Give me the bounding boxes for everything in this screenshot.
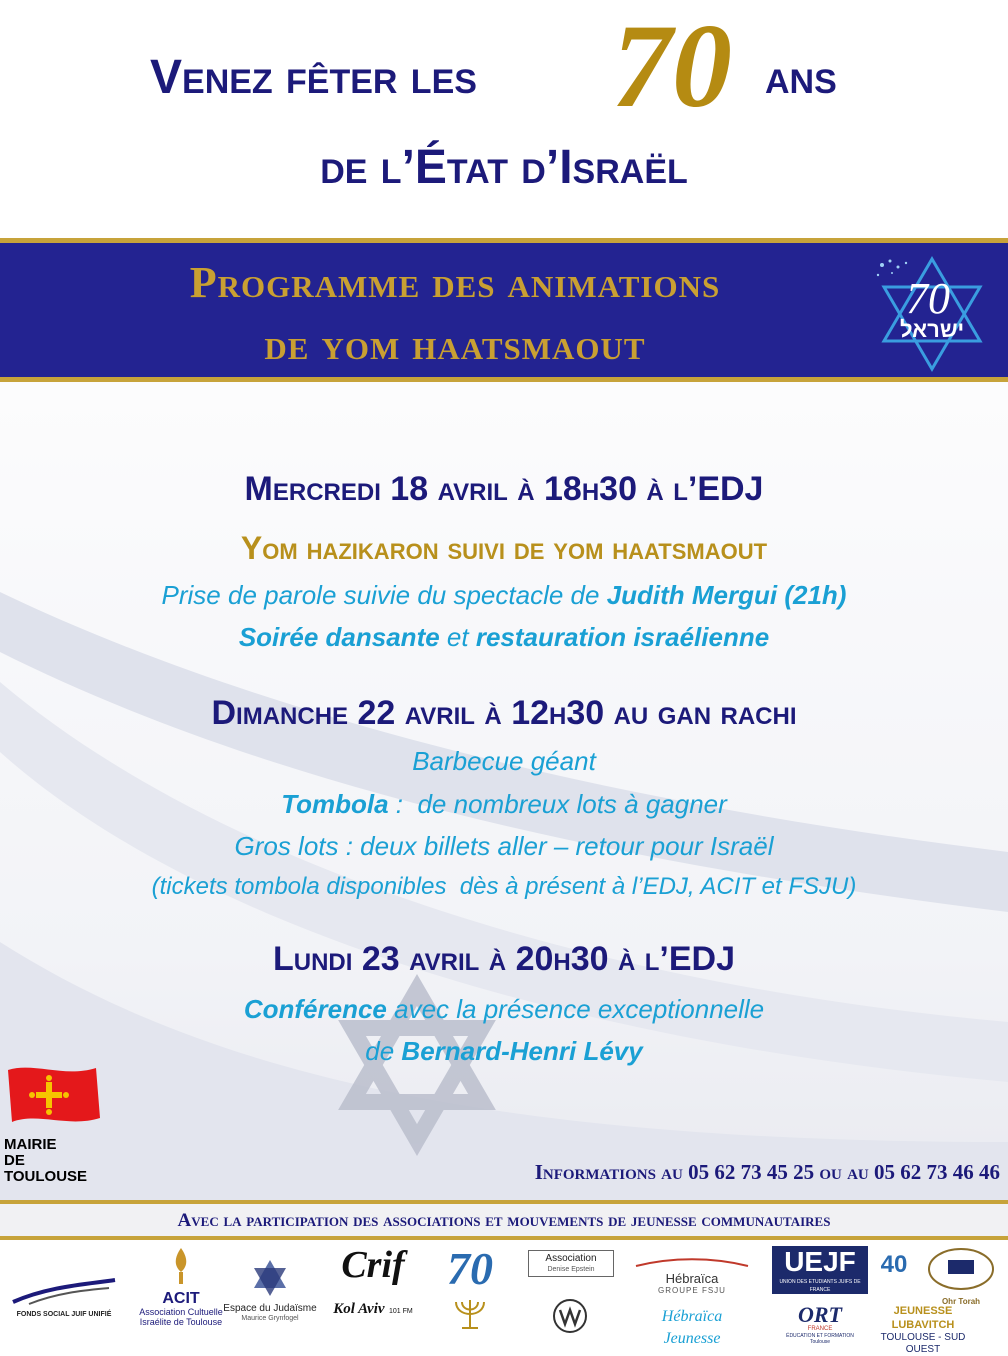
event1-dance: Soirée dansante — [238, 622, 440, 652]
banner-line-2: de yom haatsmaout — [264, 320, 646, 369]
uejf-logo — [772, 1246, 868, 1294]
menorah-icon — [450, 1294, 490, 1334]
kolaviv-freq: 101 FM — [388, 1308, 413, 1315]
israel-70-logo — [872, 251, 992, 376]
banner-line-1: Programme des animations — [189, 258, 721, 307]
event3-conference: Conférence — [243, 994, 387, 1024]
ort-sub-2: ÉDUCATION ET FORMATION — [786, 1333, 854, 1339]
hebraica-sub: GROUPE FSJU — [658, 1286, 726, 1295]
fsju-swoosh-icon — [9, 1276, 119, 1306]
ort-text: ORT — [798, 1302, 842, 1327]
event2-tombola-text: : de nombreux lots à gagner — [388, 789, 727, 819]
menorah-flame-icon — [166, 1246, 196, 1286]
hebrew-logo — [528, 1296, 612, 1341]
logo-hebrew: ישראל — [900, 317, 965, 342]
jeunesse-lubavitch-logo — [868, 1304, 978, 1356]
hebraica-text: Hébraïca — [665, 1271, 719, 1286]
crif-kolaviv-logo — [328, 1244, 418, 1318]
mairie-line-3: TOULOUSE — [4, 1168, 88, 1185]
seventy-logo-number: 70 — [447, 1243, 493, 1294]
title-line-1 — [0, 0, 1008, 140]
event3-speaker: Bernard-Henri Lévy — [401, 1036, 643, 1066]
mairie-line-1: MAIRIE — [4, 1136, 57, 1153]
association-denise-epstein-logo — [528, 1250, 614, 1277]
title-line-2: de l’État d’Israël — [320, 141, 688, 194]
logo-number: 70 — [906, 274, 950, 323]
seventy-anniversary-logo — [440, 1244, 500, 1339]
ohr-torah-emblem-icon — [926, 1246, 996, 1292]
ort-sub-3: Toulouse — [809, 1339, 830, 1345]
title-part-after: ans — [765, 51, 837, 104]
lubavitch-line-1: JEUNESSE LUBAVITCH — [891, 1305, 955, 1331]
partner-logos — [0, 1240, 1008, 1355]
seventy-number: 70 — [612, 0, 732, 132]
uejf-40-logo — [874, 1250, 914, 1280]
edj-line-1: Espace du Judaïsme — [223, 1303, 317, 1314]
mairie-toulouse-logo — [4, 1060, 114, 1190]
fsju-logo — [4, 1276, 124, 1318]
acit-title: ACIT — [162, 1290, 200, 1307]
uejf-sub: UNION DES ETUDIANTS JUIFS DE FRANCE — [779, 1279, 861, 1293]
hebraica-arc-icon — [632, 1257, 752, 1267]
event2-line1: Barbecue géant — [412, 746, 596, 776]
ohr-torah-text: Ohr Torah — [941, 1297, 981, 1306]
hebraica-jeunesse-logo — [632, 1306, 752, 1350]
event2-heading: Dimanche 22 avril à 12h30 au gan rachi — [211, 694, 797, 732]
hebraica-jeunesse-text: Hébraïca Jeunesse — [661, 1308, 723, 1347]
acit-line-1: Association Cultuelle — [139, 1307, 223, 1317]
event3-conference-text: avec la présence exceptionnelle — [386, 994, 765, 1024]
espace-judaisme-logo — [220, 1258, 320, 1323]
fsju-text: FONDS SOCIAL JUIF UNIFIÉ — [16, 1311, 112, 1318]
kolaviv-wrap — [328, 1300, 418, 1318]
event3-line2 — [0, 1036, 1008, 1067]
uejf-text: UEJF — [784, 1246, 856, 1277]
event3-de: de — [365, 1036, 402, 1066]
program-banner — [0, 238, 1008, 382]
event1-line1-text: Prise de parole suivie du spectacle de — [161, 580, 607, 610]
title-part-before: Venez fêter les — [150, 51, 477, 104]
occitan-flag-icon — [4, 1060, 104, 1130]
ort-logo — [772, 1304, 868, 1345]
event2-line2 — [0, 789, 1008, 820]
event2-line3: Gros lots : deux billets aller – retour pour Israël — [234, 831, 774, 861]
event3-line1 — [0, 994, 1008, 1025]
asso-line-2: Denise Epstein — [547, 1266, 595, 1273]
hebraica-logo — [632, 1254, 752, 1296]
event1-heading: Mercredi 18 avril à 18h30 à l’EDJ — [244, 470, 764, 508]
participation-text: Avec la participation des associations et mouvements de jeunesse communautaires — [177, 1210, 831, 1231]
lubavitch-line-2: TOULOUSE - SUD OUEST — [880, 1332, 966, 1355]
mairie-line-2: DE — [4, 1152, 25, 1169]
event1-food: restauration israélienne — [475, 622, 770, 652]
acit-line-2: Israélite de Toulouse — [139, 1317, 223, 1327]
event1-and: et — [439, 622, 476, 652]
edj-line-2: Maurice Grynfogel — [241, 1315, 299, 1322]
participation-band — [0, 1200, 1008, 1240]
ort-sub: FRANCE — [807, 1326, 833, 1332]
event1-subtitle: Yom hazikaron suivi de yom haatsmaout — [240, 530, 768, 566]
event2-tombola: Tombola — [281, 789, 389, 819]
uejf-40-text: 40 — [880, 1251, 908, 1278]
crif-text: Crif — [341, 1244, 405, 1286]
event2-line4: (tickets tombola disponibles dès à présent à l’EDJ, ACIT et FSJU) — [151, 873, 857, 900]
asso-line-1: Association — [545, 1253, 597, 1264]
edj-star-icon — [250, 1258, 290, 1298]
event1-line2 — [0, 622, 1008, 653]
hebrew-emblem-icon — [545, 1296, 595, 1336]
event1-line1 — [0, 580, 1008, 611]
kolaviv-text: Kol Aviv — [333, 1301, 385, 1317]
ohr-torah-logo — [918, 1246, 1004, 1307]
event3-heading: Lundi 23 avril à 20h30 à l’EDJ — [272, 940, 736, 978]
event1-artist: Judith Mergui (21h) — [606, 580, 847, 610]
info-phones: Informations au 05 62 73 45 25 ou au 05 62 73 46 46 — [534, 1160, 1000, 1184]
